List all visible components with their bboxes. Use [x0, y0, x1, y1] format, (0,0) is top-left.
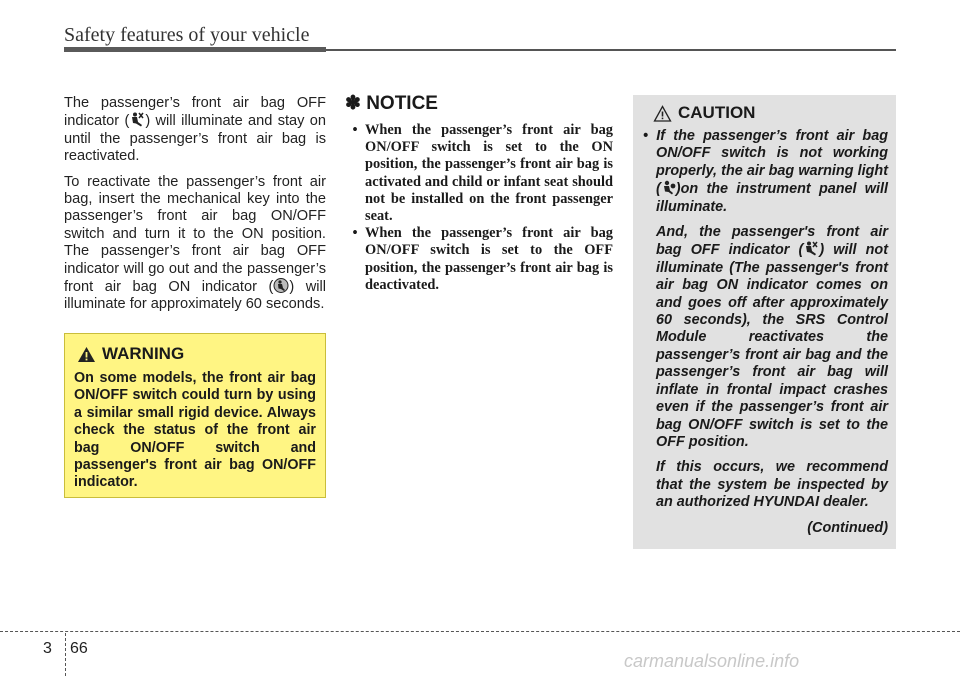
caution-box [633, 95, 896, 549]
caution-title: CAUTION [678, 103, 756, 122]
footer-rule [0, 631, 960, 632]
notice-bullet-2: • [352, 225, 358, 242]
warning-box [64, 333, 326, 498]
airbag-off-icon [129, 112, 145, 127]
header-rule-thin [326, 49, 896, 51]
intro-p2-text-b: ) will illuminate for approximately 60 seconds. [64, 279, 326, 313]
warning-triangle-icon [653, 105, 672, 122]
airbag-off-icon [803, 241, 819, 256]
warning-title: WARNING [102, 344, 185, 363]
warning-heading [77, 344, 316, 364]
notice-list [345, 122, 613, 294]
caution-continued: (Continued) [807, 519, 888, 536]
warning-text: On some models, the front air bag ON/OFF switch could turn by using a similar small rigid device. Always check the status of the front air bag ON/OFF switch and passenger's front air bag ON/OFF indicator. [74, 370, 316, 491]
chapter-number: 3 [43, 640, 52, 657]
caution-heading [653, 103, 888, 123]
header-rule-thick [64, 47, 326, 52]
notice-item-1 [345, 122, 613, 225]
caution-paragraph-1 [643, 128, 888, 216]
intro-p1-text-a: The passenger’s front air bag OFF indicator ( [64, 95, 326, 130]
caution-p1-text-b: )on the instrument panel will illuminate. [656, 181, 888, 215]
caution-p1-text-a: If the passenger’s front air bag ON/OFF switch is not working properly, the air bag warning light ( [656, 128, 888, 198]
intro-paragraph-2 [64, 174, 326, 314]
airbag-warning-light-icon [661, 180, 676, 195]
caution-bullet: • [643, 128, 649, 144]
caution-p2-text-a: And, the passenger's front air bag OFF indicator ( [656, 224, 888, 259]
caution-paragraph-3: If this occurs, we recommend that the system be inspected by an authorized HYUNDAI dealer. [656, 459, 888, 511]
intro-p2-text-a: To reactivate the passenger’s front air bag, insert the mechanical key into the passenger’s front air bag ON/OFF switch and turn it to the ON position. The passenger’s front air bag OFF indicator will go out and the passenger’s front air bag ON indicator ( [64, 173, 326, 296]
notice-bullet-1: • [352, 122, 358, 138]
page-number: 66 [70, 640, 88, 657]
watermark: carmanualsonline.info [624, 651, 800, 671]
intro-column [64, 95, 326, 322]
airbag-on-icon [273, 278, 289, 293]
notice-title: ✽ NOTICE [345, 93, 438, 114]
footer-divider [65, 633, 66, 676]
warning-triangle-icon [77, 346, 96, 363]
notice-item-1-text: When the passenger’s front air bag ON/OFF switch is set to the ON position, the passenger’s front air bag is activated and child or infant seat should not be installed on the front passenger seat. [365, 122, 613, 225]
intro-paragraph-1 [64, 95, 326, 166]
caution-p2-text-b: ) will not illuminate (The passenger's front air bag ON indicator comes on and goes off after approximately 60 seconds), the SRS Control Module reactivates the passenger’s front air bag and the passenger’s front air bag will inflate in frontal impact crashes even if the passenger’s front air bag ON/OFF switch is set to the OFF position. [656, 242, 888, 450]
intro-p1-text-b: ) will illuminate and stay on until the passenger’s front air bag is reactivated. [64, 113, 326, 165]
caution-body [643, 128, 888, 537]
notice-item-2 [345, 225, 613, 294]
notice-section [345, 92, 613, 294]
notice-item-2-text: When the passenger’s front air bag ON/OFF switch is set to the OFF position, the passenger’s front air bag is deactivated. [365, 225, 613, 293]
caution-paragraph-2 [643, 224, 888, 451]
section-header-title: Safety features of your vehicle [64, 24, 310, 46]
